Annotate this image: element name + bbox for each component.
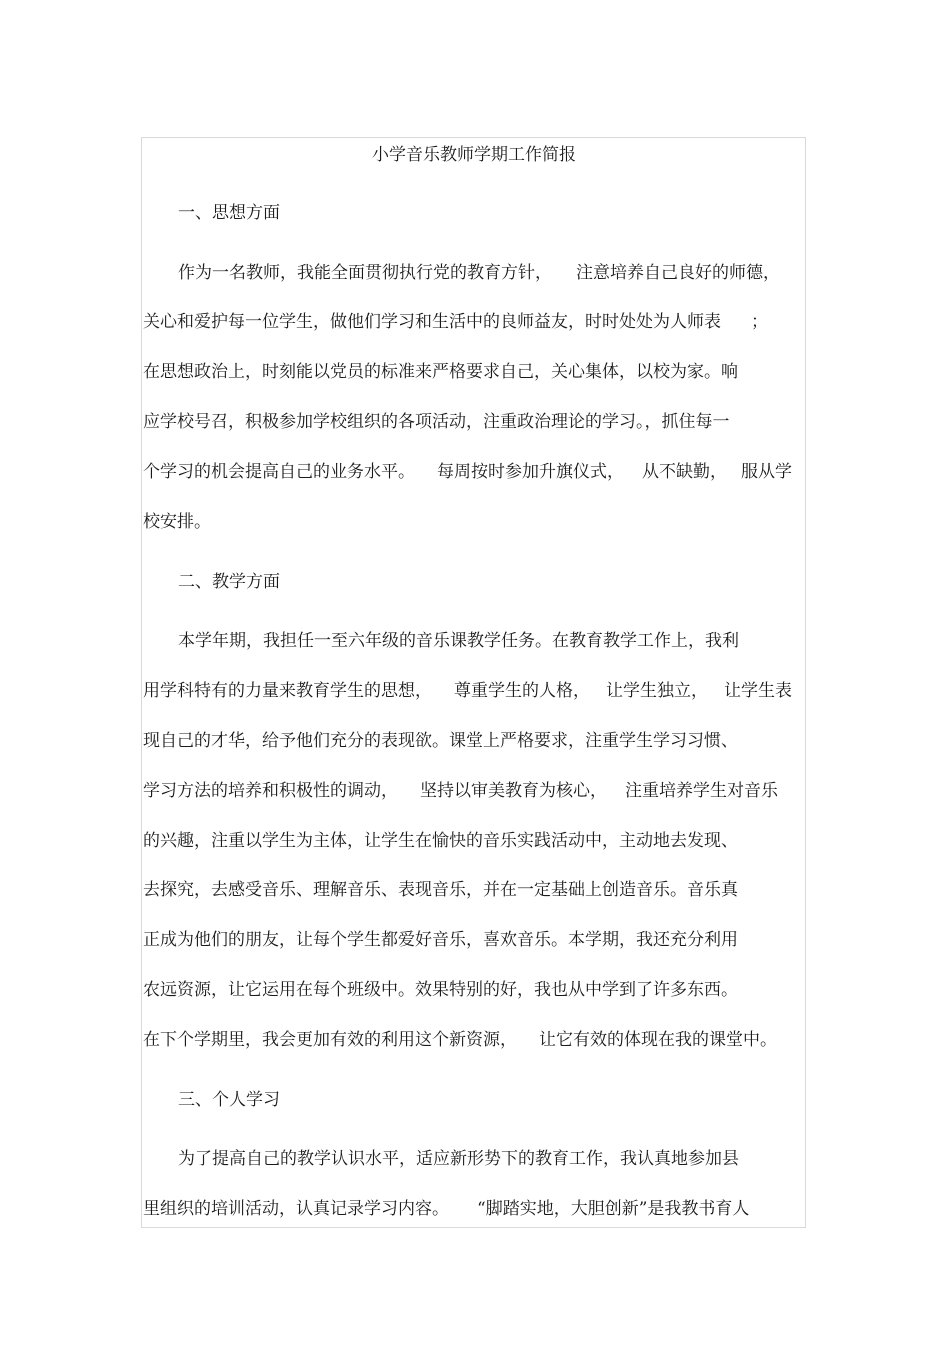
paragraph-line: 在下个学期里，我会更加有效的利用这个新资源， 让它有效的体现在我的课堂中。: [143, 1030, 777, 1050]
paragraph-line: 里组织的培训活动，认真记录学习内容。 “脚踏实地，大胆创新”是我教书育人: [143, 1199, 750, 1219]
section-heading-1: 一、思想方面: [178, 203, 280, 223]
paragraph-line: 的兴趣，注重以学生为主体，让学生在愉快的音乐实践活动中，主动地去发现、: [143, 831, 738, 851]
paragraph-line: 关心和爱护每一位学生，做他们学习和生活中的良师益友，时时处处为人师表 ；: [143, 312, 768, 332]
paragraph-line: 去探究，去感受音乐、理解音乐、表现音乐，并在一定基础上创造音乐。音乐真: [143, 880, 738, 900]
paragraph-line: 现自己的才华，给予他们充分的表现欲。课堂上严格要求，注重学生学习习惯、: [143, 731, 738, 751]
paragraph-line: 在思想政治上，时刻能以党员的标准来严格要求自己，关心集体，以校为家。响: [143, 362, 738, 382]
paragraph-line: 本学年期，我担任一至六年级的音乐课教学任务。在教育教学工作上，我利: [178, 631, 739, 651]
section-heading-3: 三、个人学习: [178, 1090, 280, 1110]
paragraph-line: 校安排。: [143, 512, 211, 532]
paragraph-line: 农远资源，让它运用在每个班级中。效果特别的好，我也从中学到了许多东西。: [143, 980, 738, 1000]
paragraph-line: 学习方法的培养和积极性的调动， 坚持以审美教育为核心， 注重培养学生对音乐: [143, 781, 778, 801]
paragraph-line: 应学校号召，积极参加学校组织的各项活动，注重政治理论的学习。，抓住每一: [143, 412, 730, 432]
paragraph-line: 正成为他们的朋友，让每个学生都爱好音乐，喜欢音乐。本学期，我还充分利用: [143, 930, 738, 950]
paragraph-line: 用学科特有的力量来教育学生的思想， 尊重学生的人格， 让学生独立， 让学生表: [143, 681, 792, 701]
section-heading-2: 二、教学方面: [178, 572, 280, 592]
paragraph-line: 作为一名教师，我能全面贯彻执行党的教育方针， 注意培养自己良好的师德，: [178, 263, 780, 283]
paragraph-line: 个学习的机会提高自己的业务水平。 每周按时参加升旗仪式， 从不缺勤， 服从学: [143, 462, 792, 482]
document-title: 小学音乐教师学期工作简报: [372, 145, 576, 165]
paragraph-line: 为了提高自己的教学认识水平，适应新形势下的教育工作，我认真地参加县: [178, 1149, 739, 1169]
